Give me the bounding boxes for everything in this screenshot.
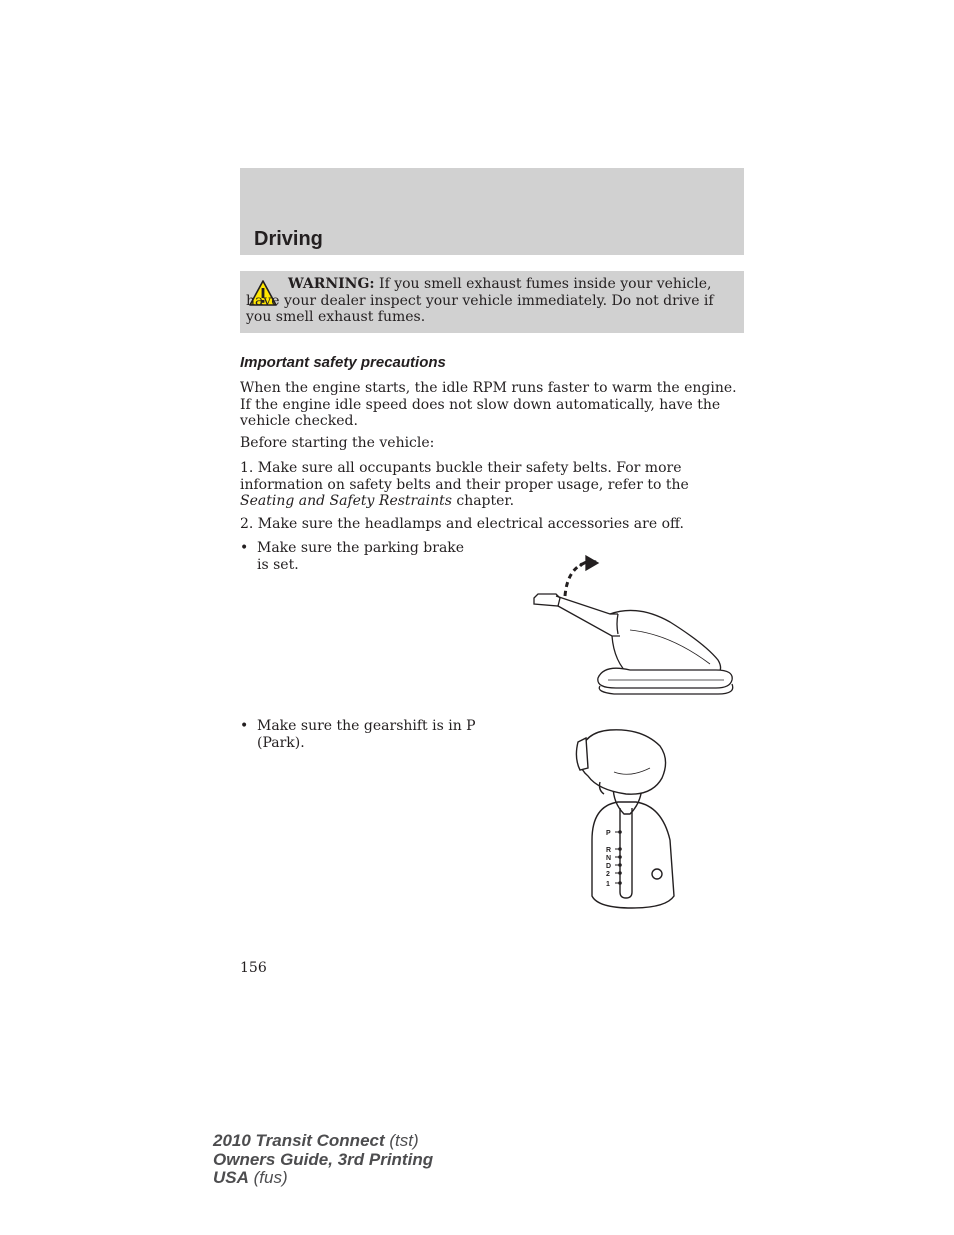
footer-line-1 bbox=[213, 1132, 433, 1151]
paragraph-safety-belts bbox=[240, 460, 744, 510]
section-title: Driving bbox=[254, 228, 323, 250]
bullet-dot: • bbox=[240, 540, 249, 556]
section-header-bar bbox=[240, 168, 744, 255]
bullet-parking-brake bbox=[240, 540, 480, 573]
chapter-reference-link: Seating and Safety Restraints bbox=[240, 493, 452, 509]
bullet-text: Make sure the parking brake is set. bbox=[257, 540, 465, 573]
gear-label-1: 1 bbox=[606, 881, 610, 888]
footer-model: 2010 Transit Connect bbox=[213, 1131, 385, 1150]
parking-brake-illustration bbox=[520, 552, 742, 697]
footer-market-code: (fus) bbox=[248, 1168, 288, 1187]
footer-model-code: (tst) bbox=[384, 1131, 419, 1150]
page-number: 156 bbox=[240, 960, 267, 976]
bullet-dot: • bbox=[240, 718, 249, 734]
paragraph-before-starting: Before starting the vehicle: bbox=[240, 435, 435, 451]
footer-line-2: Owners Guide, 3rd Printing bbox=[213, 1149, 434, 1169]
paragraph-safety-belts-b: chapter. bbox=[451, 493, 515, 509]
footer-line-3 bbox=[213, 1169, 433, 1188]
warning-text bbox=[246, 276, 736, 326]
footer-edition-info bbox=[213, 1132, 433, 1188]
gear-label-d: D bbox=[606, 863, 612, 870]
gear-label-r: R bbox=[606, 847, 612, 854]
gearshift-illustration bbox=[570, 728, 682, 910]
bullet-text: Make sure the gearshift is in P (Park). bbox=[257, 718, 476, 751]
paragraph-safety-belts-a: 1. Make sure all occupants buckle their safety belts. For more information on safety belts and their proper usage, refer to the bbox=[240, 460, 689, 493]
warning-box bbox=[240, 271, 744, 333]
gear-label-n: N bbox=[606, 855, 612, 862]
bullet-gearshift bbox=[240, 718, 480, 751]
paragraph-idle-rpm: When the engine starts, the idle RPM runs faster to warm the engine. If the engine idle speed does not slow down automatically, have the vehicle checked. bbox=[240, 380, 737, 429]
footer-market: USA bbox=[213, 1168, 249, 1187]
gear-label-2: 2 bbox=[606, 871, 610, 878]
paragraph-headlamps: 2. Make sure the headlamps and electrical accessories are off. bbox=[240, 516, 684, 532]
gear-label-p: P bbox=[606, 830, 611, 837]
subheading: Important safety precautions bbox=[240, 354, 446, 371]
warning-body: If you smell exhaust fumes inside your vehicle, have your dealer inspect your vehicle immediately. Do not drive if you smell exhaust fumes. bbox=[246, 276, 714, 325]
warning-label: WARNING: bbox=[288, 276, 375, 292]
